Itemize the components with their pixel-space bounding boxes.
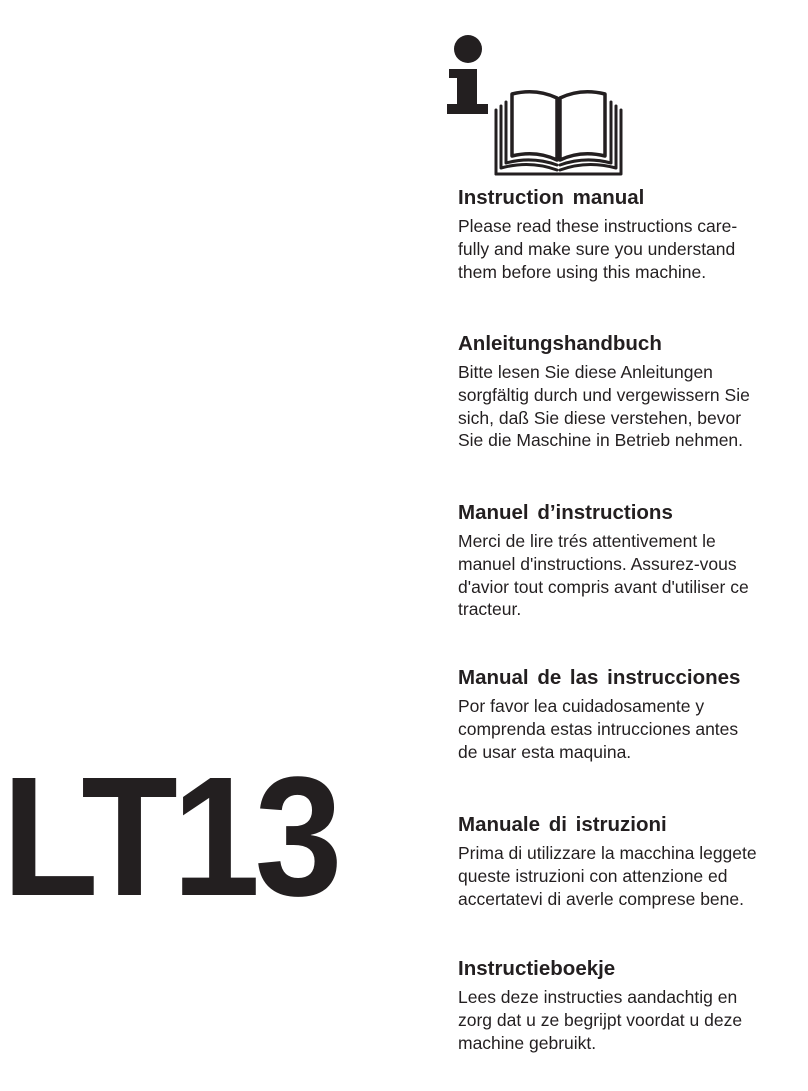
section-body: Prima di utilizzare la macchina leggete queste istruzioni con attenzione ed accertatevi di averle comprese bene. bbox=[458, 843, 757, 909]
section-german bbox=[458, 332, 803, 452]
section-title: Manuale di istruzioni bbox=[458, 813, 667, 836]
section-body: Por favor lea cuidadosamente y comprenda estas intrucciones antes de usar esta maquina. bbox=[458, 696, 739, 762]
section-title: Instructieboekje bbox=[458, 957, 616, 980]
section-body: Lees deze instructies aandachtig en zorg dat u ze begrijpt voordat u deze machine gebruikt. bbox=[458, 987, 743, 1053]
model-name: LT13 bbox=[2, 742, 337, 932]
section-dutch bbox=[458, 957, 803, 1054]
section-french bbox=[458, 501, 803, 621]
section-spanish bbox=[458, 666, 803, 763]
section-title: Manual de las instrucciones bbox=[458, 666, 741, 689]
section-english bbox=[458, 186, 803, 283]
section-body: Bitte lesen Sie diese Anleitungen sorgfältig durch und vergewissern Sie sich, daß Sie diese verstehen, bevor Sie die Maschine in Betrieb nehmen. bbox=[458, 362, 750, 451]
info-book-icon bbox=[444, 32, 624, 176]
section-italian bbox=[458, 813, 803, 910]
section-title: Manuel d’instructions bbox=[458, 501, 673, 524]
section-title: Instruction manual bbox=[458, 186, 645, 209]
section-body: Merci de lire trés attentivement le manuel d'instructions. Assurez-vous d'avior tout compris avant d'utiliser ce tracteur. bbox=[458, 531, 749, 620]
section-body: Please read these instructions care- fully and make sure you understand them before using this machine. bbox=[458, 216, 738, 282]
section-title: Anleitungshandbuch bbox=[458, 332, 662, 355]
